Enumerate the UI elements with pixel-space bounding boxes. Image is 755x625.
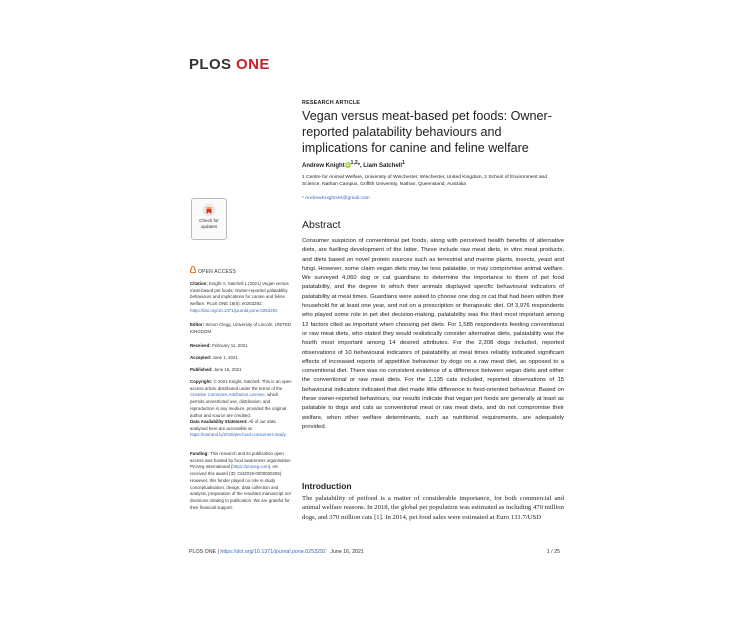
article-type: RESEARCH ARTICLE (302, 100, 361, 106)
citation-label: Citation: (190, 281, 208, 286)
badge-line2: updates (200, 223, 218, 229)
orcid-icon[interactable]: iD (345, 162, 350, 168)
received-label: Received: (190, 343, 211, 348)
funding-text2: ). AK received this award (ID: Oct2019-0000000266). However, this funder played no role in study conceptualisation, design, data collection and analysis, preparation of the resultant manuscript nor decisions relating to publication. We are grateful for their financial support. (190, 464, 292, 510)
published-date (190, 367, 293, 374)
editor-label: Editor: (190, 322, 205, 327)
footer-journal: PLOS ONE (189, 549, 217, 555)
data-availability-text: All of our data analysed here are accessible at (190, 419, 276, 431)
open-access-label (190, 269, 293, 276)
abstract-body: Consumer suspicion of conventional pet foods, along with perceived health benefits of alternative diets, are fuelling development of the latter. These include raw meat diets, in vitro meat products, and diets based on novel protein sources such as terrestrial and marine plants, insects, yeast and fungi. However, some claim vegan diets may be less palatable, or may compromise animal welfare. We surveyed 4,060 dog or cat guardians to determine the importance to them of pet food palatability, and the degree to which their animals displayed specific behavioural indicators of palatability at meal times. Guardians were asked to choose one dog or cat that had been within their household for at least one year, and not on a prescription or therapeutic diet. Of 3,976 respondents who played some role in pet diet decision-making, palatability was the third most important among 12 factors cited as important when choosing pet diets. For 1,585 respondents feeding conventional or raw meat diets, who stated they would realistically consider alternative diets, palatability was the fourth most important among 14 desired attributes. For the 2,308 dogs included, reported observations of 10 behavioural indicators of palatability at meal times reliably indicated significant effects of increased reports of appetitive behaviour by dogs on a raw meat diet, as opposed to a conventional diet. There was no consistent evidence of a difference between vegan diets and either the conventional or raw meat diets. For the 1,135 cats included, reported observations of 15 behavioural indicators indicated that diet made little difference to food-oriented behaviour. Based on these owner-reported behaviours, our results indicate that vegan pet foods are generally at least as palatable to dogs and cats as conventional meat or raw meat diets, and do not compromise their welfare, when other welfare determinants, such as nutritional requirements, are adequately provided. (302, 238, 564, 430)
affiliations: 1 Centre for Animal Welfare, University of Winchester, Winchester, United Kingdom, 2 School of Environment and Science, Nathan Campus, Griffith University, Nathan, Queensland, Australia (302, 175, 548, 187)
data-availability (190, 419, 293, 439)
data-link[interactable]: https://ntorand.ly/2020/pet-food-consumers-study. (190, 432, 287, 438)
author-2[interactable]: , Liam Satchell (359, 163, 402, 169)
published-label: Published: (190, 367, 213, 372)
accepted-label: Accepted: (190, 355, 212, 360)
article-title: Vegan versus meat-based pet foods: Owner-reported palatability behaviours and implications for canine and feline welfare (302, 109, 552, 155)
funding-label: Funding: (190, 451, 209, 456)
logo-one: ONE (236, 56, 270, 73)
license-link[interactable]: Creative Commons Attribution License, (190, 392, 266, 398)
logo-plos: PLOS (189, 56, 232, 73)
funding (190, 451, 293, 511)
badge-line1: Check for (199, 218, 219, 223)
author-1[interactable]: Andrew Knight (302, 163, 345, 169)
open-lock-icon (190, 269, 196, 273)
accepted-date (190, 355, 293, 362)
received-text: February 11, 2021 (211, 343, 248, 348)
published-text: June 16, 2021 (213, 367, 242, 372)
check-for-updates-icon (202, 203, 216, 217)
citation-link[interactable]: https://doi.org/10.1371/journal.pone.0253292 (190, 307, 278, 313)
check-for-updates-badge[interactable] (191, 198, 227, 240)
editor-text: Simon Clegg, University of Lincoln, UNITED KINGDOM (190, 322, 292, 334)
citation (190, 281, 293, 315)
corresponding-email[interactable]: * AndrewKnightVet@gmail.com (302, 196, 370, 201)
data-availability-label: Data Availability Statement: (190, 419, 248, 424)
introduction-heading: Introduction (302, 481, 352, 491)
copyright (190, 379, 293, 419)
copyright-text1: © 2021 Knight, Satchell. This is an open access article distributed under the terms of the (190, 379, 292, 391)
author-2-affil: 1 (401, 160, 405, 166)
introduction-body: The palatability of petfood is a matter of considerable importance, for both commercial and animal welfare reasons. In 2018, the global pet population was estimated as including 470 million dogs, and 370 million cats [1]. In 2014, pet food sales were estimated at Euro 131.7/USD (302, 495, 564, 521)
footer-separator: | (216, 549, 221, 555)
journal-logo (189, 56, 270, 73)
received-date (190, 343, 293, 350)
copyright-label: Copyright: (190, 379, 213, 384)
author-1-affil: 1,2 (350, 160, 358, 166)
citation-text: Knight A, Satchell L (2021) Vegan versus meat-based pet foods: Owner-reported palatability behaviours and implications for canine and feline welfare. PLoS ONE 16(6): e0253292. (190, 281, 289, 307)
accepted-text: June 1, 2021 (212, 355, 238, 360)
open-access-text: OPEN ACCESS (198, 269, 237, 275)
funding-text1: This research and its publication open access was funded by food awareness organisation ProVeg International ( (190, 451, 291, 470)
funder-link[interactable]: https://proveg.com (232, 464, 269, 470)
page-footer (189, 549, 560, 555)
abstract-heading: Abstract (302, 219, 341, 231)
footer-date: June 16, 2021 (330, 549, 364, 555)
corresponding-marker: * (357, 163, 360, 169)
editor (190, 322, 293, 335)
footer-doi-link[interactable]: https://doi.org/10.1371/journal.pone.0253292 (220, 549, 326, 555)
copyright-text2: which permits unrestricted use, distribution, and reproduction in any medium, provided the original author and source are credited. (190, 392, 287, 418)
page-number: 1 / 25 (546, 549, 560, 555)
author-list (302, 160, 405, 169)
